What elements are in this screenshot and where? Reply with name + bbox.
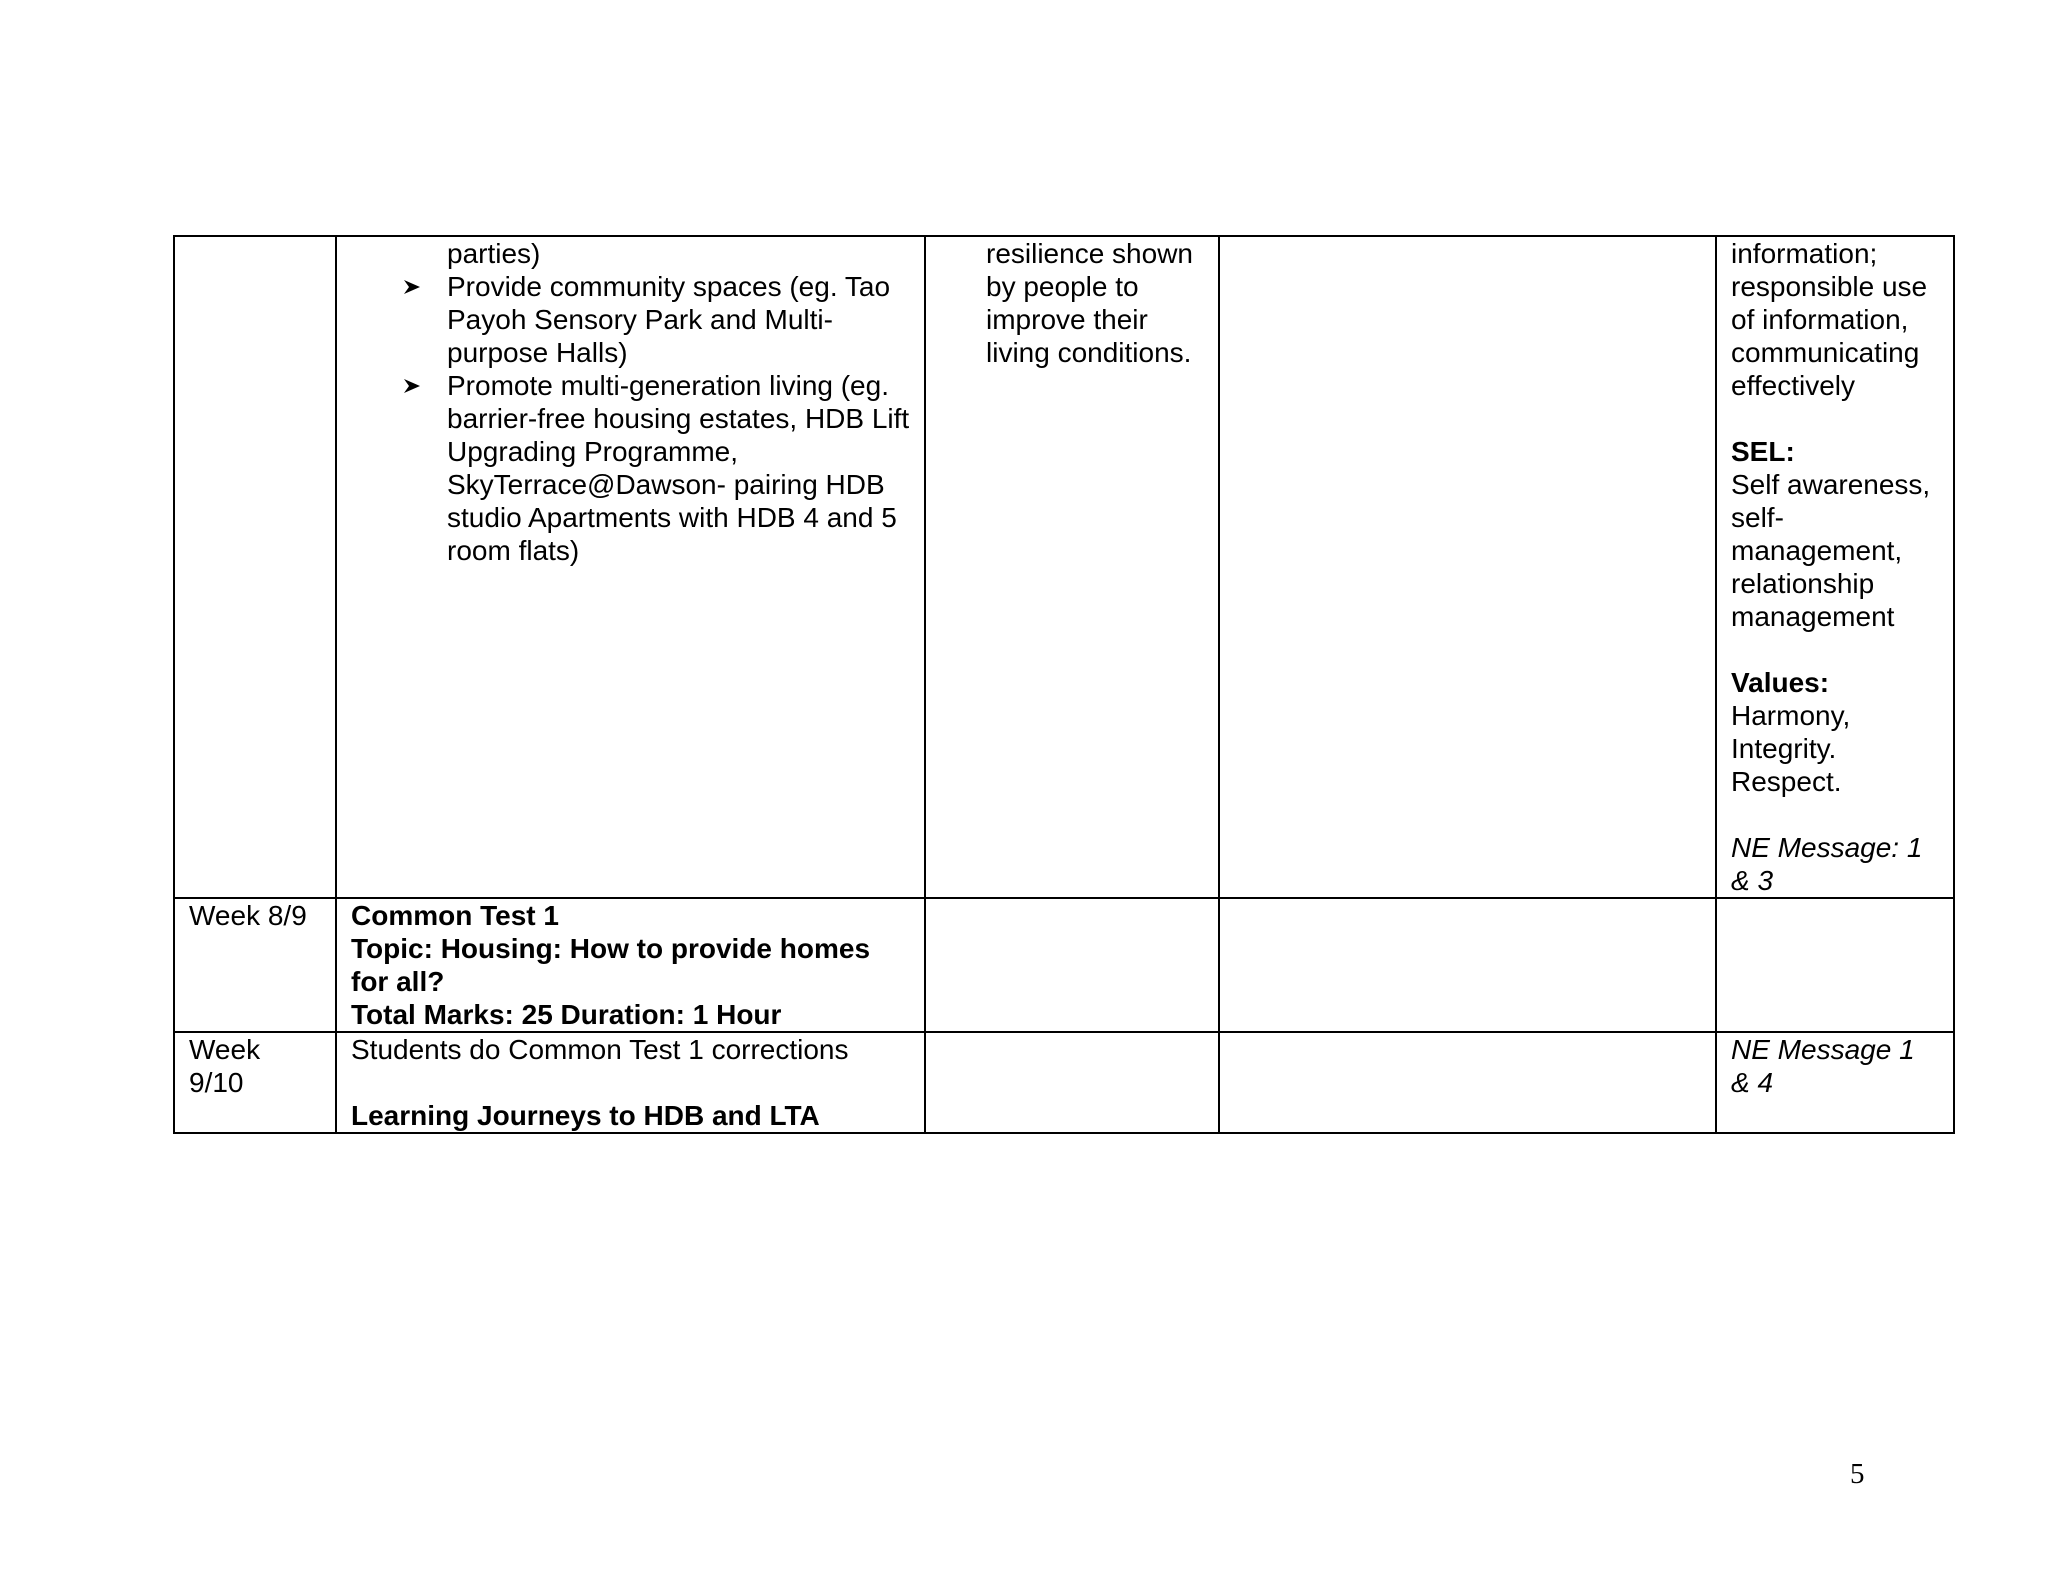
outcome-cell [925,236,1219,898]
table-row [174,898,1954,1032]
learning-journeys-text: Learning Journeys to HDB and LTA [351,1100,820,1131]
bullet-list [351,270,910,567]
competencies-cell [1716,898,1954,1032]
competencies-cell [1716,236,1954,898]
values-text: Harmony, Integrity. Respect. [1731,700,1851,797]
outcome-cell [925,1032,1219,1133]
values-heading: Values: [1731,667,1830,698]
competencies-intro: information; responsible use of information, communicating effectively [1731,238,1928,401]
content-cell [336,898,925,1032]
page-number: 5 [1850,1458,1865,1490]
outcome-text: resilience shown by people to improve their living conditions. [986,238,1193,368]
sel-text: Self awareness, self-management, relationship management [1731,469,1931,632]
content-cell [336,236,925,898]
table-row [174,236,1954,898]
ne-message: NE Message: 1 & 3 [1731,832,1923,896]
sel-heading: SEL: [1731,436,1795,467]
list-item [447,369,910,567]
bullet-text: Provide community spaces (eg. Tao Payoh Sensory Park and Multi-purpose Halls) [447,271,891,368]
scheme-of-work-table [173,235,1955,1134]
test-topic: Topic: Housing: How to provide homes for all? [351,933,871,997]
test-title: Common Test 1 [351,900,559,931]
week-cell: Week 9/10 [174,1032,336,1133]
test-marks-duration: Total Marks: 25 Duration: 1 Hour [351,999,782,1030]
content-cell [336,1032,925,1133]
competencies-cell [1716,1032,1954,1133]
list-item [447,270,910,369]
week-cell: Week 8/9 [174,898,336,1032]
table-row [174,1032,1954,1133]
empty-cell [1219,1032,1716,1133]
ne-message: NE Message 1 & 4 [1731,1034,1915,1098]
arrow-bullet-icon [403,369,425,402]
continuation-text: parties) [447,238,541,269]
bullet-text: Promote multi-generation living (eg. barrier-free housing estates, HDB Lift Upgrading Programme, SkyTerrace@Dawson- pairing HDB studio Apartments with HDB 4 and 5 room flats) [447,370,910,566]
empty-cell [1219,236,1716,898]
corrections-text: Students do Common Test 1 corrections [351,1034,849,1065]
week-cell [174,236,336,898]
outcome-cell [925,898,1219,1032]
empty-cell [1219,898,1716,1032]
arrow-bullet-icon [403,270,425,303]
